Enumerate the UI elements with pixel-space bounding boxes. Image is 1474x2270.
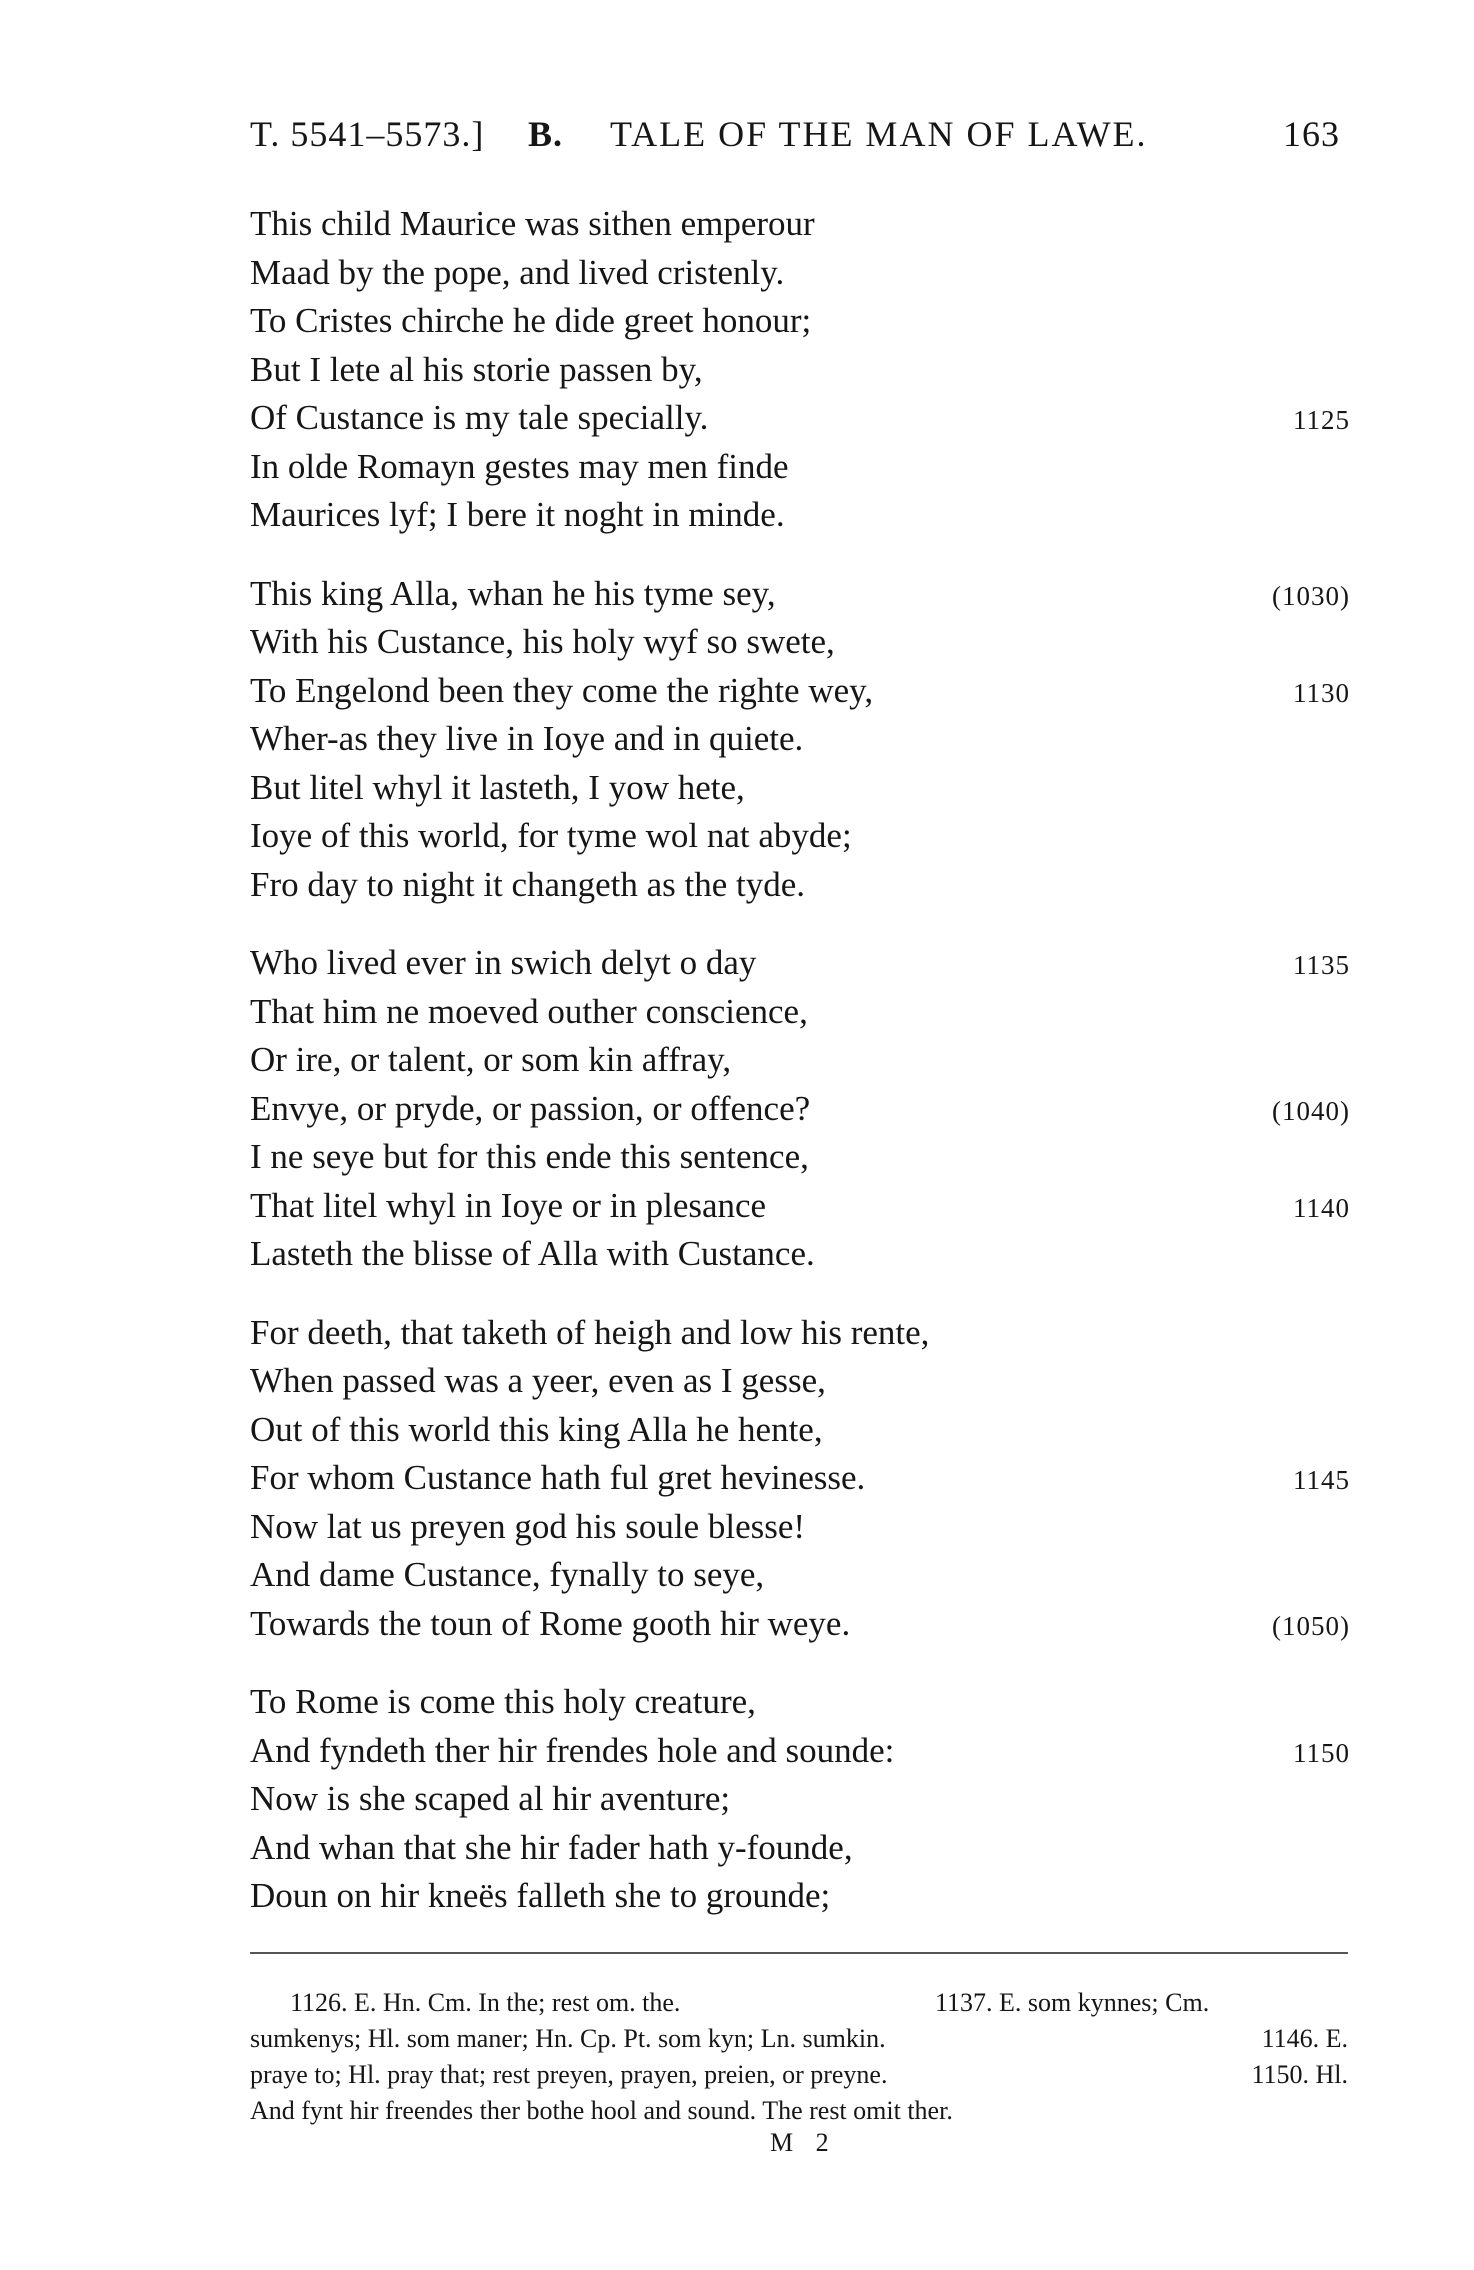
page-number: 163	[1283, 114, 1340, 154]
signature-mark: M 2	[770, 2128, 837, 2157]
verse-text: To Rome is come this holy creature,	[250, 1682, 756, 1721]
verse-line	[250, 1230, 1350, 1279]
footnotes	[250, 1985, 1348, 2129]
verse-line	[250, 861, 1350, 910]
stanza	[250, 200, 1350, 540]
line-number: 1150	[1293, 1737, 1350, 1768]
verse-text: But I lete al his storie passen by,	[250, 349, 703, 389]
line-number: 1140	[1293, 1192, 1350, 1223]
footnote-text: And fynt hir freendes ther bothe hool and sound. The rest omit ther.	[250, 2096, 953, 2125]
verse-line	[250, 1454, 1350, 1503]
line-number: 1125	[1293, 405, 1350, 435]
verse-line	[250, 1824, 1350, 1873]
line-number: 1130	[1293, 677, 1350, 708]
verse-text: Doun on hir kneës falleth she to grounde;	[250, 1876, 831, 1915]
verse-line	[250, 570, 1350, 619]
footnote-text: sumkenys; Hl. som maner; Hn. Cp. Pt. som kyn; Ln. sumkin.	[250, 2024, 886, 2053]
footnote-text: praye to; Hl. pray that; rest preyen, prayen, preien, or preyne.	[250, 2060, 888, 2089]
verse-text: Ioye of this world, for tyme wol nat abyde;	[250, 816, 852, 855]
verse-text: That him ne moeved outher conscience,	[250, 991, 808, 1031]
verse-text: Who lived ever in swich delyt o day	[250, 943, 757, 982]
verse-line	[250, 1678, 1350, 1727]
verse-line	[250, 491, 1350, 540]
verse-line	[250, 1503, 1350, 1552]
footnote-line	[250, 1985, 1348, 2021]
line-number: (1050)	[1272, 1610, 1350, 1641]
verse-text: And fyndeth ther hir frendes hole and sounde:	[250, 1730, 895, 1770]
verse-text: Or ire, or talent, or som kin affray,	[250, 1040, 732, 1079]
verse-text: Envye, or pryde, or passion, or offence?	[250, 1088, 811, 1128]
verse-line	[250, 443, 1350, 492]
stanza	[250, 1309, 1350, 1649]
verse-line	[250, 618, 1350, 667]
verse-line	[250, 200, 1350, 249]
line-number: (1030)	[1272, 580, 1350, 611]
verse-text: Maad by the pope, and lived cristenly.	[250, 252, 785, 292]
verse-text: Towards the toun of Rome gooth hir weye.	[250, 1603, 851, 1643]
verse-line	[250, 667, 1350, 716]
footnote-line	[250, 2093, 1348, 2129]
verse-text: Wher-as they live in Ioye and in quiete.	[250, 719, 804, 758]
verse-text: This king Alla, whan he his tyme sey,	[250, 573, 776, 613]
footnote-divider	[250, 1952, 1348, 1954]
poem-body	[250, 200, 1350, 1921]
footnote-line	[250, 2021, 1348, 2057]
footnote-text: 1126. E. Hn. Cm. In the; rest om. the.	[290, 1988, 681, 2017]
verse-line	[250, 988, 1350, 1037]
verse-line	[250, 297, 1350, 346]
line-range: T. 5541–5573.]	[250, 114, 485, 154]
verse-line	[250, 1727, 1350, 1776]
verse-text: When passed was a yeer, even as I gesse,	[250, 1361, 826, 1400]
verse-line	[250, 764, 1350, 813]
verse-text: For deeth, that taketh of heigh and low his rente,	[250, 1312, 930, 1352]
verse-line	[250, 394, 1350, 443]
verse-line	[250, 1133, 1350, 1182]
verse-text: But litel whyl it lasteth, I yow hete,	[250, 767, 745, 807]
footnote-text: 1146. E.	[1261, 2024, 1348, 2053]
line-number: 1145	[1293, 1465, 1350, 1495]
verse-text: That litel whyl in Ioye or in plesance	[250, 1185, 767, 1225]
footnote-line	[250, 2057, 1348, 2093]
verse-line	[250, 812, 1350, 861]
verse-line	[250, 1309, 1350, 1358]
verse-line	[250, 249, 1350, 298]
stanza	[250, 939, 1350, 1279]
verse-text: In olde Romayn gestes may men finde	[250, 446, 789, 486]
verse-text: I ne seye but for this ende this sentence,	[250, 1137, 809, 1176]
verse-text: And dame Custance, fynally to seye,	[250, 1555, 765, 1594]
verse-line	[250, 1775, 1350, 1824]
verse-text: To Engelond been they come the righte wey,	[250, 670, 874, 710]
verse-line	[250, 1085, 1350, 1134]
section-letter: B.	[528, 114, 564, 154]
verse-text: Now is she scaped al hir aventure;	[250, 1779, 731, 1818]
verse-line	[250, 1872, 1350, 1921]
verse-line	[250, 1600, 1350, 1649]
verse-line	[250, 1406, 1350, 1455]
verse-line	[250, 346, 1350, 395]
running-header	[250, 113, 1340, 163]
verse-line	[250, 939, 1350, 988]
verse-text: Lasteth the blisse of Alla with Custance.	[250, 1234, 815, 1273]
stanza	[250, 1678, 1350, 1921]
verse-text: Of Custance is my tale specially.	[250, 398, 709, 437]
stanza	[250, 570, 1350, 910]
verse-line	[250, 1357, 1350, 1406]
verse-text: And whan that she hir fader hath y-founde,	[250, 1827, 853, 1867]
verse-text: To Cristes chirche he dide greet honour;	[250, 301, 812, 340]
verse-text: Fro day to night it changeth as the tyde.	[250, 864, 806, 904]
footnote-text: 1137. E. som kynnes; Cm.	[935, 1988, 1210, 2017]
verse-text: Now lat us preyen god his soule blesse!	[250, 1506, 806, 1546]
verse-line	[250, 1182, 1350, 1231]
footnote-text: 1150. Hl.	[1251, 2060, 1348, 2089]
line-number: (1040)	[1272, 1095, 1350, 1126]
verse-text: With his Custance, his holy wyf so swete,	[250, 622, 835, 661]
verse-text: For whom Custance hath ful gret hevinesse.	[250, 1458, 866, 1497]
line-number: 1135	[1293, 950, 1350, 980]
verse-text: This child Maurice was sithen emperour	[250, 204, 815, 243]
verse-line	[250, 715, 1350, 764]
verse-text: Out of this world this king Alla he hente,	[250, 1409, 823, 1449]
verse-line	[250, 1036, 1350, 1085]
verse-line	[250, 1551, 1350, 1600]
running-title: TALE OF THE MAN OF LAWE.	[610, 114, 1148, 154]
verse-text: Maurices lyf; I bere it noght in minde.	[250, 495, 785, 534]
